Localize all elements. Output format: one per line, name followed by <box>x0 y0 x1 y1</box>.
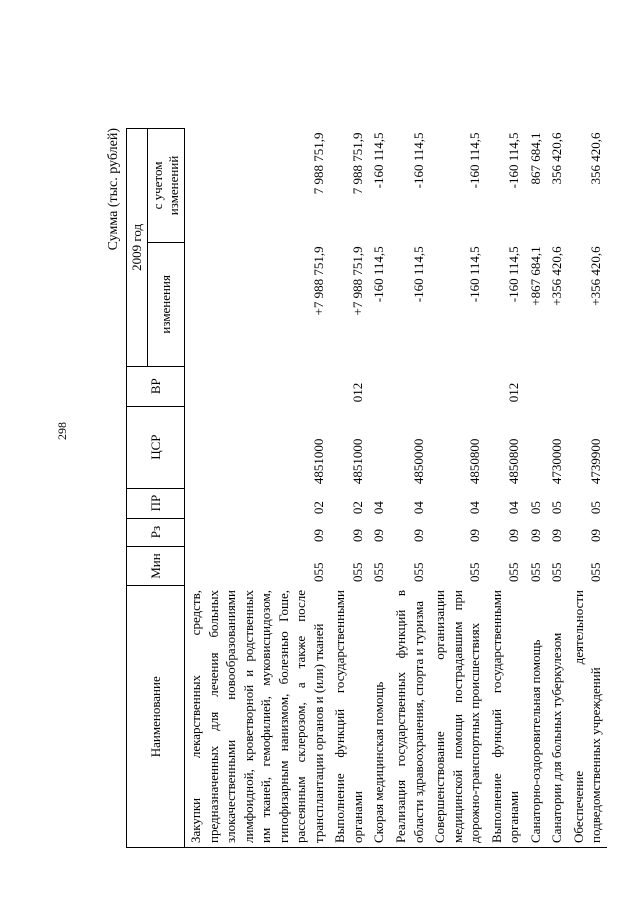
cell-with-changes: -160 114,5 <box>506 132 522 189</box>
header-csr: ЦСР <box>127 406 185 488</box>
table-row <box>329 129 368 848</box>
cell-vr <box>368 366 390 406</box>
cell-vr: 012 <box>349 382 365 403</box>
cell-rz: 09 <box>410 529 426 543</box>
cell-min: 055 <box>371 562 387 582</box>
cell-changes: -160 114,5 <box>506 246 522 303</box>
budget-table <box>126 128 607 848</box>
cell-changes: +356 420,6 <box>549 246 565 306</box>
cell-csr: 4850000 <box>410 438 426 485</box>
cell-min: 055 <box>467 562 483 582</box>
page-number: 298 <box>55 422 69 440</box>
cell-changes: +867 684,1 <box>527 246 543 306</box>
cell-csr <box>368 406 390 488</box>
cell-rz: 09 <box>588 529 604 543</box>
table-row <box>568 129 607 848</box>
cell-min: 055 <box>527 562 543 582</box>
cell-with-changes: 7 988 751,9 <box>310 132 326 195</box>
header-rz: Рз <box>127 518 185 546</box>
cell-changes: +356 420,6 <box>588 246 604 306</box>
rotated-page <box>102 128 604 848</box>
header-changes: изменения <box>148 242 185 366</box>
cell-min: 055 <box>506 562 522 582</box>
cell-name: Реализация государственных функций в области здравоохранения, спорта и туризма <box>390 586 429 848</box>
cell-changes: +7 988 751,9 <box>310 246 326 316</box>
cell-vr <box>390 366 429 406</box>
cell-pr: 02 <box>310 501 326 515</box>
cell-pr: 05 <box>588 501 604 515</box>
cell-rz: 09 <box>506 529 522 543</box>
cell-vr: 012 <box>506 382 522 403</box>
cell-pr: 04 <box>410 501 426 515</box>
table-row <box>429 129 486 848</box>
cell-rz: 09 <box>549 529 565 543</box>
cell-pr: 04 <box>467 501 483 515</box>
cell-min: 055 <box>549 562 565 582</box>
cell-changes: -160 114,5 <box>410 246 426 303</box>
cell-changes: -160 114,5 <box>467 246 483 303</box>
cell-csr: 4850800 <box>506 438 522 485</box>
cell-with-changes: 356 420,6 <box>549 132 565 185</box>
cell-min: 055 <box>349 562 365 582</box>
cell-vr <box>546 366 568 406</box>
header-vr: ВР <box>127 366 185 406</box>
cell-csr: 4850800 <box>467 438 483 485</box>
cell-vr <box>525 366 547 406</box>
cell-with-changes: -160 114,5 <box>467 132 483 189</box>
cell-with-changes: 867 684,1 <box>527 132 543 185</box>
table-row <box>185 129 330 848</box>
table-row <box>546 129 568 848</box>
cell-csr: 4730000 <box>549 438 565 485</box>
cell-pr: 04 <box>506 501 522 515</box>
cell-name: Санаторно-оздоровительная помощь <box>525 586 547 848</box>
cell-pr: 02 <box>349 501 365 515</box>
cell-with-changes: -160 114,5 <box>410 132 426 189</box>
header-min: Мин <box>127 546 185 586</box>
cell-csr <box>525 406 547 488</box>
header-name: Наименование <box>127 586 185 848</box>
cell-with-changes: -160 114,5 <box>371 132 387 189</box>
cell-name: Закупки лекарственных средств, предназначенных для лечения больных злокачественными новообразованиями лимфоидной, кроветворной и родственных им тканей, гемофилией, муковисцидозом, гипофизарным нанизмом, болезнью Гоше, рассеянным склерозом, а также после трансплантации органов и (или) тканей <box>185 586 330 848</box>
header-year: 2009 год <box>127 129 148 367</box>
cell-rz: 09 <box>371 529 387 543</box>
cell-vr <box>568 366 607 406</box>
cell-name: Выполнение функций государственными органами <box>329 586 368 848</box>
cell-pr: 04 <box>371 501 387 515</box>
cell-changes: -160 114,5 <box>371 246 387 303</box>
cell-rz: 09 <box>527 529 543 543</box>
cell-rz: 09 <box>349 529 365 543</box>
cell-rz: 09 <box>467 529 483 543</box>
table-header <box>127 129 185 848</box>
cell-pr: 05 <box>549 501 565 515</box>
table-body <box>185 129 608 848</box>
cell-min: 055 <box>588 562 604 582</box>
cell-name: Совершенствование организации медицинской помощи пострадавшим при дорожно-транспортных происшествиях <box>429 586 486 848</box>
table-row <box>525 129 547 848</box>
cell-vr <box>185 366 330 406</box>
table-row <box>486 129 525 848</box>
cell-with-changes: 7 988 751,9 <box>349 132 365 195</box>
cell-vr <box>429 366 486 406</box>
cell-name: Санатории для больных туберкулезом <box>546 586 568 848</box>
cell-with-changes: 356 420,6 <box>588 132 604 185</box>
table-row <box>368 129 390 848</box>
cell-changes: +7 988 751,9 <box>349 246 365 316</box>
cell-name: Скорая медицинская помощь <box>368 586 390 848</box>
cell-csr: 4851000 <box>310 438 326 485</box>
units-label: Сумма (тыс. рублей) <box>106 128 121 251</box>
cell-csr: 4851000 <box>349 438 365 485</box>
cell-min: 055 <box>410 562 426 582</box>
header-pr: ПР <box>127 488 185 518</box>
cell-pr: 05 <box>527 501 543 515</box>
cell-min: 055 <box>310 562 326 582</box>
header-with-changes: с учетом изменений <box>148 129 185 243</box>
cell-rz: 09 <box>310 529 326 543</box>
cell-name: Обеспечение деятельности подведомственных учреждений <box>568 586 607 848</box>
cell-csr: 4739900 <box>588 438 604 485</box>
table-row <box>390 129 429 848</box>
cell-name: Выполнение функций государственными органами <box>486 586 525 848</box>
